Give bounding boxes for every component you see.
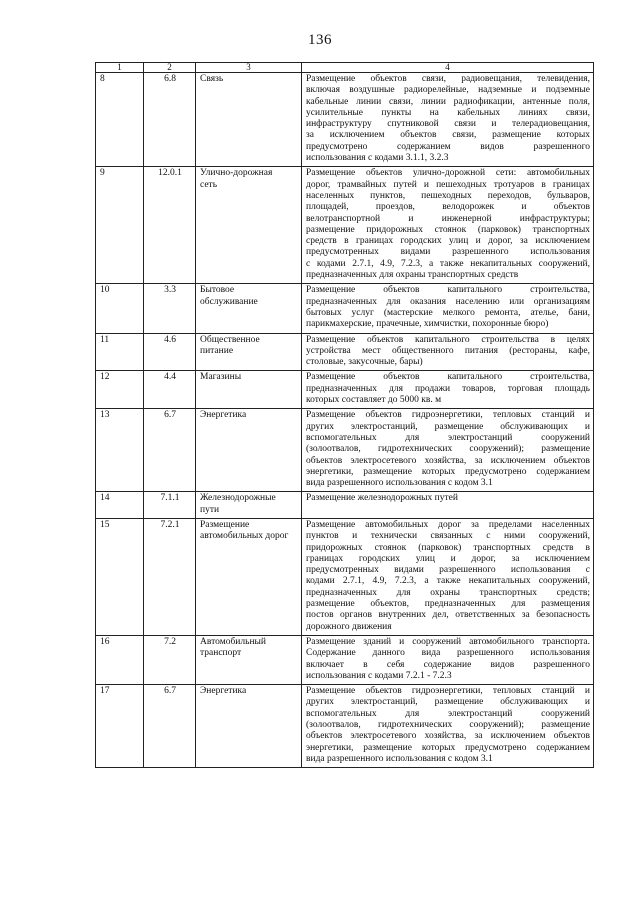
use-name-line: Автомобильный [200, 636, 267, 647]
description-line: средств в границах городских улиц и дорог, за исключением [306, 236, 590, 247]
description-line: вида разрешенного использования с кодом 3.1 [306, 753, 493, 764]
use-name-line: питание [200, 345, 234, 356]
row-number-cell: 10 [96, 284, 144, 333]
description-line: Размещение зданий и сооружений автомобильного транспорта. [306, 636, 590, 647]
use-name-line: пути [200, 504, 220, 515]
row-number-cell: 13 [96, 409, 144, 492]
description-line: Содержание данного вида разрешенного использования [306, 648, 590, 659]
description-line: других электростанций, размещение обслуживающих и [306, 697, 590, 708]
description-line: (золоотвалов, гидротехнических сооружений); размещение [306, 720, 590, 731]
table-row [96, 284, 594, 333]
use-code-cell: 7.2 [144, 635, 196, 684]
description-line: (золоотвалов, гидротехнических сооружений); размещение [306, 444, 590, 455]
use-description-cell [302, 371, 594, 409]
table-row [96, 518, 594, 635]
description-line: предназначенных для охраны транспортных средств [306, 270, 519, 281]
row-number-cell: 8 [96, 73, 144, 167]
row-number-cell: 14 [96, 492, 144, 519]
use-description-cell [302, 333, 594, 371]
table-body [96, 73, 594, 768]
description-line: Размещение объектов гидроэнергетики, тепловых станций и [306, 686, 590, 697]
description-line: включая воздушные радиорелейные, надземные и подземные [306, 85, 590, 96]
description-line: бытовых услуг (мастерские мелкого ремонта, ателье, бани, [306, 307, 590, 318]
description-line: использования с кодами 7.2.1 - 7.2.3 [306, 670, 452, 681]
description-line: энергетики, размещение которых предусмотрено содержанием [306, 742, 590, 753]
description-line: дорожного движения [306, 621, 392, 632]
use-name-line: Энергетика [200, 410, 247, 421]
use-name-cell [196, 167, 302, 284]
table-row [96, 167, 594, 284]
table-row [96, 333, 594, 371]
description-line: велотранспортной и инженерной инфраструктуры; [306, 213, 590, 224]
description-line: вспомогательных для электростанций сооружений [306, 708, 590, 719]
use-name-cell [196, 371, 302, 409]
description-line: предусмотренных видами разрешенного использования с [306, 565, 590, 576]
description-line: энергетики, размещение которых предусмотрено содержанием [306, 466, 590, 477]
table-row [96, 409, 594, 492]
use-name-cell [196, 409, 302, 492]
description-line: предусмотрено содержанием видов разрешенного [306, 141, 590, 152]
description-line: предназначенных для продажи товаров, торговая площадь [306, 383, 590, 394]
use-name-line: сеть [200, 179, 218, 190]
description-line: инфраструктуру спутниковой связи и телерадиовещания, [306, 119, 590, 130]
description-line: Размещение объектов капитального строительства, [306, 285, 590, 296]
use-name-cell [196, 492, 302, 519]
description-line: кодами 2.7.1, 4.9, 7.2.3, а также некапитальных сооружений, [306, 576, 590, 587]
description-line: площадей, проездов, велодорожек и объектов [306, 202, 590, 213]
use-description-cell [302, 284, 594, 333]
description-line: Размещение объектов гидроэнергетики, тепловых станций и [306, 410, 590, 421]
description-line: Размещение объектов улично-дорожной сети: автомобильных [306, 168, 590, 179]
use-name-line: Энергетика [200, 686, 247, 697]
table-row [96, 635, 594, 684]
use-description-cell [302, 685, 594, 768]
description-line: которых составляет до 5000 кв. м [306, 395, 442, 406]
description-line: дорог, трамвайных путей и пешеходных тротуаров в границах [306, 179, 590, 190]
description-line: Размещение объектов капитального строительства, [306, 372, 590, 383]
page-number: 136 [308, 32, 332, 48]
use-name-line: Размещение [200, 519, 250, 530]
description-line: объектов электросетевого хозяйства, за исключением объектов [306, 731, 590, 742]
use-code-cell: 6.7 [144, 685, 196, 768]
description-line: придорожных стоянок (парковок) транспортных средств в [306, 542, 590, 553]
row-number-cell: 15 [96, 518, 144, 635]
description-line: населенных пунктов, пешеходных переходов, бульваров, [306, 190, 590, 201]
row-number-cell: 16 [96, 635, 144, 684]
row-number-cell: 9 [96, 167, 144, 284]
table-header-row [96, 63, 594, 73]
land-use-table [95, 62, 594, 768]
row-number-cell: 11 [96, 333, 144, 371]
description-line: с кодами 2.7.1, 4.9, 7.2.3, а также некапитальных сооружений, [306, 258, 590, 269]
use-description-cell [302, 492, 594, 519]
use-description-cell [302, 635, 594, 684]
use-code-cell: 3.3 [144, 284, 196, 333]
description-line: Размещение объектов капитального строительства в целях [306, 334, 590, 345]
table-row [96, 492, 594, 519]
description-line: использования с кодами 3.1.1, 3.2.3 [306, 153, 449, 164]
use-description-cell [302, 167, 594, 284]
description-line: объектов электросетевого хозяйства, за исключением объектов [306, 455, 590, 466]
table-row [96, 371, 594, 409]
description-line: вида разрешенного использования с кодом 3.1 [306, 478, 493, 489]
description-line: кабельные линии связи, линии радиофикации, антенные поля, [306, 96, 590, 107]
use-description-cell [302, 518, 594, 635]
description-line: размещение придорожных стоянок (парковок) транспортных [306, 224, 590, 235]
use-code-cell: 12.0.1 [144, 167, 196, 284]
use-code-cell: 7.1.1 [144, 492, 196, 519]
description-line: Размещение автомобильных дорог за пределами населенных [306, 519, 590, 530]
description-line: за исключением объектов связи, размещение которых [306, 130, 590, 141]
description-line: устройства мест общественного питания (рестораны, кафе, [306, 345, 590, 356]
use-name-cell [196, 518, 302, 635]
description-line: постов органов внутренних дел, ответственных за безопасность [306, 610, 590, 621]
use-name-cell [196, 333, 302, 371]
description-line: Размещение объектов связи, радиовещания, телевидения, [306, 74, 590, 84]
use-code-cell: 4.6 [144, 333, 196, 371]
description-line: предусмотренных видами разрешенного использования [306, 247, 590, 258]
use-code-cell: 6.7 [144, 409, 196, 492]
description-line: размещение объектов, предназначенных для размещения [306, 599, 590, 610]
row-number-cell: 17 [96, 685, 144, 768]
row-number-cell: 12 [96, 371, 144, 409]
description-line: других электростанций, размещение обслуживающих и [306, 421, 590, 432]
use-name-line: Общественное [200, 334, 260, 345]
description-line: границах городских улиц и дорог, за исключением [306, 553, 590, 564]
use-description-cell [302, 409, 594, 492]
description-line: усилительные пункты на кабельных линиях связи, [306, 107, 590, 118]
table-row [96, 685, 594, 768]
use-name-line: обслуживание [200, 296, 258, 307]
use-name-line: Улично-дорожная [200, 168, 273, 179]
description-line: включает в себя содержание видов разрешенного [306, 659, 590, 670]
use-name-line: Бытовое [200, 285, 235, 296]
use-name-cell [196, 685, 302, 768]
use-name-line: Магазины [200, 372, 242, 383]
description-line: предназначенных для оказания населению или организациям [306, 296, 590, 307]
use-name-line: Связь [200, 74, 224, 84]
use-name-cell [196, 635, 302, 684]
use-description-cell [302, 73, 594, 167]
description-line: парикмахерские, прачечные, химчистки, похоронные бюро) [306, 319, 549, 330]
use-name-line: транспорт [200, 648, 242, 659]
description-line: вспомогательных для электростанций сооружений [306, 432, 590, 443]
use-name-cell [196, 284, 302, 333]
description-line: предназначенных для охраны транспортных средств; [306, 587, 590, 598]
use-code-cell: 6.8 [144, 73, 196, 167]
use-code-cell: 7.2.1 [144, 518, 196, 635]
description-line: пунктов и технически связанных с ними сооружений, [306, 531, 590, 542]
use-code-cell: 4.4 [144, 371, 196, 409]
column-header: 2 [144, 63, 196, 73]
use-name-line: Железнодорожные [200, 493, 276, 504]
description-line: Размещение железнодорожных путей [306, 493, 458, 504]
use-name-cell [196, 73, 302, 167]
table-row [96, 73, 594, 167]
column-header: 1 [96, 63, 144, 73]
use-name-line: автомобильных дорог [200, 531, 289, 542]
column-header: 3 [196, 63, 302, 73]
column-header: 4 [302, 63, 594, 73]
description-line: столовые, закусочные, бары) [306, 357, 423, 368]
